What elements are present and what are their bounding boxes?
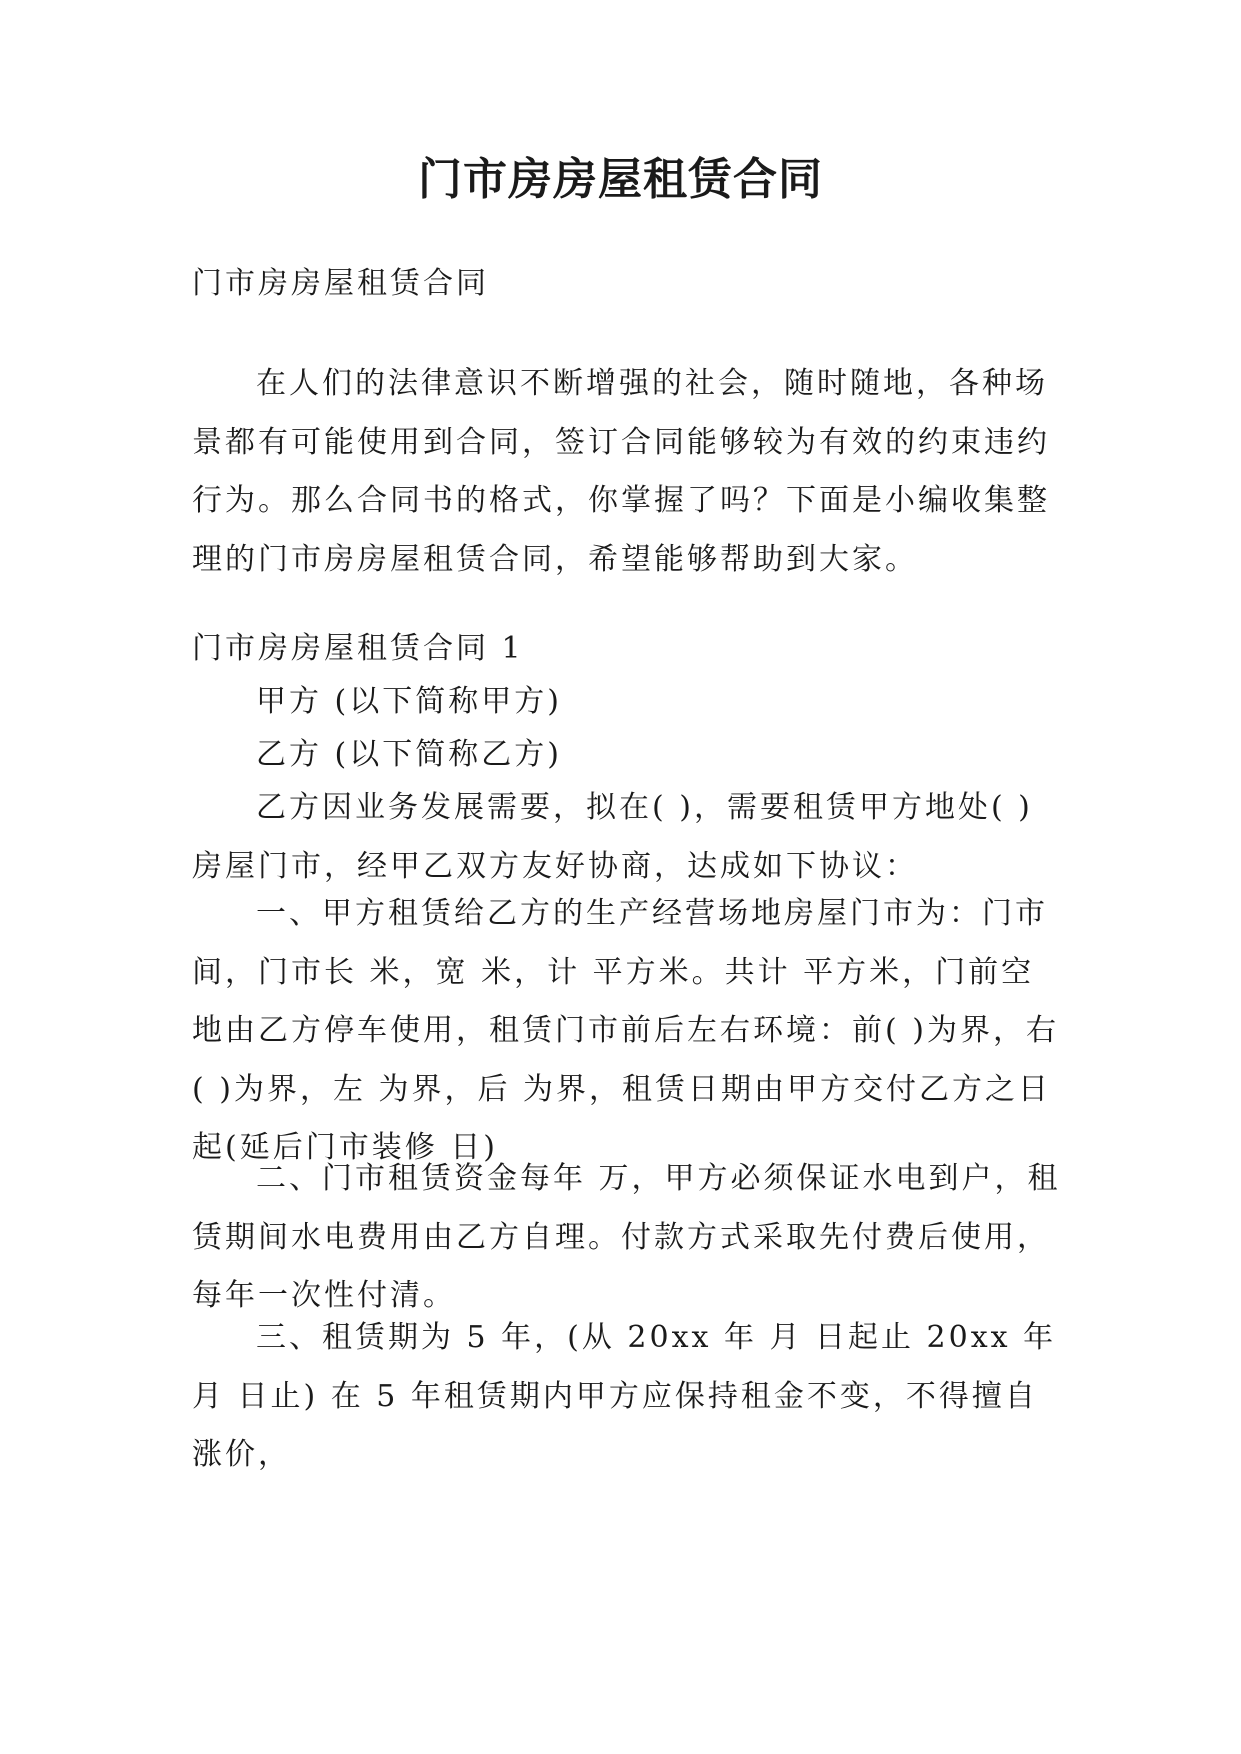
- document-subtitle: 门市房房屋租赁合同: [192, 266, 489, 301]
- party-a-line: 甲方 (以下简称甲方): [256, 684, 562, 719]
- clause-1-paragraph: 一、甲方租赁给乙方的生产经营场地房屋门市为：门市间，门市长 米，宽 米，计 平方米。共计 平方米，门前空地由乙方停车使用，租赁门市前后左右环境：前( )为界，右( )为界，左 为界，后 为界，租赁日期由甲方交付乙方之日起(延后门市装修 日): [192, 896, 1059, 1165]
- clause-2-paragraph: 二、门市租赁资金每年 万，甲方必须保证水电到户，租赁期间水电费用由乙方自理。付款方式采取先付费后使用，每年一次性付清。: [192, 1161, 1061, 1313]
- party-b-line: 乙方 (以下简称乙方): [256, 737, 562, 772]
- clause-3-paragraph: 三、租赁期为 5 年，(从 20xx 年 月 日起止 20xx 年 月 日止) 在 5 年租赁期内甲方应保持租金不变，不得擅自涨价，: [192, 1320, 1057, 1472]
- intro-paragraph: 在人们的法律意识不断增强的社会，随时随地，各种场景都有可能使用到合同，签订合同能够较为有效的约束违约行为。那么合同书的格式，你掌握了吗？下面是小编收集整理的门市房房屋租赁合同，希望能够帮助到大家。: [192, 366, 1050, 577]
- section-heading: 门市房房屋租赁合同 1: [192, 631, 524, 666]
- document-title: 门市房房屋租赁合同: [418, 154, 823, 205]
- preamble-paragraph: 乙方因业务发展需要，拟在( )，需要租赁甲方地处( )房屋门市，经甲乙双方友好协商，达成如下协议：: [192, 790, 1033, 884]
